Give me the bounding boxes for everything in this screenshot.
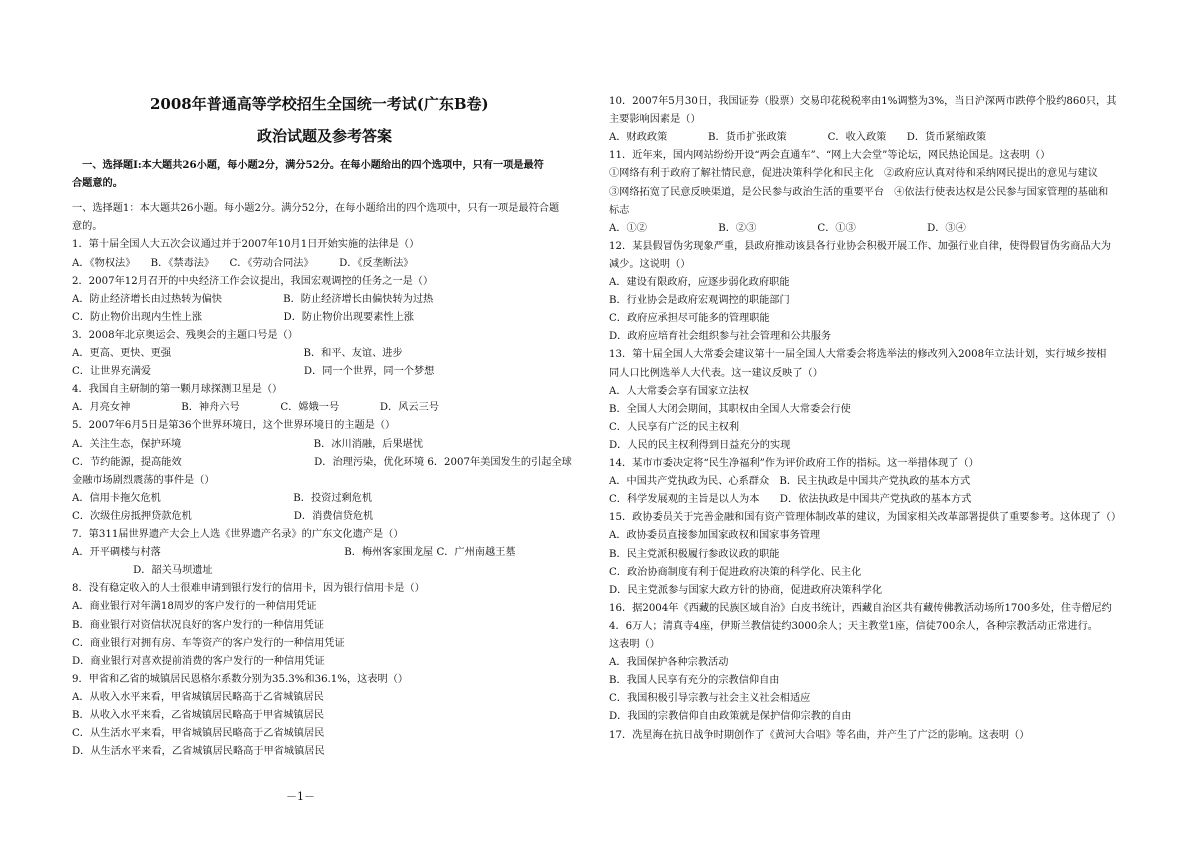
text-line: C．人民享有广泛的民主权利 xyxy=(609,421,740,433)
text-line: B．行业协会是政府宏观调控的职能部门 xyxy=(609,295,790,307)
text-line: 标志 xyxy=(609,204,630,216)
text-line: A．关注生态，保护环境 B．冰川消融，后果堪忧 xyxy=(72,438,424,450)
text-line: A．开平碉楼与村落 B．梅州客家围龙屋 C．广州南越王墓 xyxy=(72,547,516,559)
text-line: 意的。 xyxy=(72,221,103,233)
text-line: A．财政政策 B．货币扩张政策 C．收入政策 D．货币紧缩政策 xyxy=(609,132,987,144)
text-line: 7．第311届世界遗产大会上人选《世界遗产名录》的广东文化遗产是（） xyxy=(72,529,404,540)
text-line: 4．我国自主研制的第一颗月球探测卫星是（） xyxy=(72,384,283,396)
text-line: 1．第十届全国人大五次会议通过并于2007年10月1日开始实施的法律是（） xyxy=(72,239,420,251)
text-line: C．节约能源，提高能效 D．治理污染，优化环境 6．2007年美国发生的引起全球 xyxy=(72,456,572,468)
text-line: A．防止经济增长由过热转为偏快 B．防止经济增长由偏快转为过热 xyxy=(72,293,434,305)
text-line: 10．2007年5月30日，我国证券（股票）交易印花税税率由1%调整为3%，当日沪深两市跌停个股约860只，其 xyxy=(609,96,1117,107)
text-line: C．我国积极引导宗教与社会主义社会相适应 xyxy=(609,693,811,705)
text-line: D．政府应培育社会组织参与社会管理和公共服务 xyxy=(609,331,832,343)
text-line: B．全国人大闭会期间，其职权由全国人大常委会行使 xyxy=(609,403,851,415)
text-line: A．我国保护各种宗教活动 xyxy=(609,657,729,669)
text-line: C．科学发展观的主旨是以人为本 D．依法执政是中国共产党执政的基本方式 xyxy=(609,494,972,506)
text-line: 8．没有稳定收入的人士很难申请到银行发行的信用卡，因为银行信用卡是（） xyxy=(72,583,425,595)
text-line: B．我国人民享有充分的宗教信仰自由 xyxy=(609,675,780,687)
text-line: 同人口比例选举人大代表。这一建议反映了（） xyxy=(609,367,823,379)
text-line: C．政府应承担尽可能多的管理职能 xyxy=(609,313,770,325)
text-line: C．政治协商制度有利于促进政府决策的科学化、民主化 xyxy=(609,566,862,578)
text-line: 12．某县假冒伪劣现象严重，县政府推动该县各行业协会积极开展工作、加强行业自律，使得假冒伪劣商品大为 xyxy=(609,240,1111,252)
text-line: 2．2007年12月召开的中央经济工作会议提出，我国宏观调控的任务之一是（） xyxy=(72,275,434,287)
text-line: D．韶关马坝遗址 xyxy=(72,565,213,577)
page-number: －1－ xyxy=(286,790,315,803)
text-line: B．从收入水平来看，乙省城镇居民略高于甲省城镇居民 xyxy=(72,710,324,721)
text-line: 合题意的。 xyxy=(72,177,123,190)
text-line: ①网络有利于政府了解社情民意，促进决策科学化和民主化 ②政府应认真对待和采纳网民提出的意见与建议 xyxy=(609,168,1098,180)
page-title: 2008年普通高等学校招生全国统一考试(广东B卷) xyxy=(150,95,489,113)
text-line: A．①② B．②③ C．①③ D．③④ xyxy=(609,222,966,234)
text-line: 15．政协委员关于完善金融和国有资产管理体制改革的建议，为国家相关改革部署提供了重要参考。这体现了（） xyxy=(609,512,1122,524)
text-line: 4．6万人；清真寺4座，伊斯兰教信徒约3000余人；天主教堂1座，信徒700余人，各种宗教活动正常进行。 xyxy=(609,620,1098,632)
text-line: B．民主党派积极履行参政议政的职能 xyxy=(609,548,780,560)
text-line: 14．某市市委决定将“民生净福利”作为评价政府工作的指标。这一举措体现了（） xyxy=(609,458,979,469)
text-line: 一、选择题1：本大题共26小题。每小题2分。满分52分，在每小题给出的四个选项中，只有一项是最符合题 xyxy=(72,203,560,215)
text-line: A．信用卡拖欠危机 B．投资过剩危机 xyxy=(72,492,373,504)
page-subtitle: 政治试题及参考答案 xyxy=(257,127,393,145)
text-line: A．更高、更快、更强 B．和平、友谊、进步 xyxy=(72,348,403,359)
text-line: C．防止物价出现内生性上涨 D．防止物价出现要素性上涨 xyxy=(72,311,414,323)
text-line: D．人民的民主权利得到日益充分的实现 xyxy=(609,439,791,451)
text-line: ③网络拓宽了民意反映渠道，是公民参与政治生活的重要平台 ④依法行使表达权是公民参与国家管理的基础和 xyxy=(609,186,1109,198)
text-line: 一、选择题Ⅰ:本大题共26小题，每小题2分，满分52分。在每小题给出的四个选项中，只有一项是最符 xyxy=(72,159,544,171)
text-line: 16．据2004年《西藏的民族区域自治》白皮书统计，西藏自治区共有藏传佛教活动场所1700多处，住寺僧尼约 xyxy=(609,602,1112,614)
text-line: C．商业银行对拥有房、车等资产的客户发行的一种信用凭证 xyxy=(72,637,345,649)
text-line: A．月亮女神 B．神舟六号 C．嫦娥一号 D．风云三号 xyxy=(72,402,439,414)
text-line: A．从收入水平来看，甲省城镇居民略高于乙省城镇居民 xyxy=(72,691,324,703)
text-line: 13．第十届全国人大常委会建议第十一届全国人大常委会将选举法的修改列入2008年立法计划，实行城乡按相 xyxy=(609,349,1107,361)
text-line: B．商业银行对资信状况良好的客户发行的一种信用凭证 xyxy=(72,619,324,631)
text-line: 11．近年来，国内网站纷纷开设“两会直通车”、“网上大会堂”等论坛，网民热论国是。这表明（） xyxy=(609,150,1051,162)
text-line: D．从生活水平来看，乙省城镇居民略高于甲省城镇居民 xyxy=(72,746,325,758)
text-line: A．《物权法》 B．《禁毒法》 C．《劳动合同法》 D．《反垄断法》 xyxy=(72,257,414,269)
text-line: A．人大常委会享有国家立法权 xyxy=(609,385,749,397)
text-line: 减少。这说明（） xyxy=(609,258,691,270)
text-line: 17．冼星海在抗日战争时期创作了《黄河大合唱》等名曲，并产生了广泛的影响。这表明（） xyxy=(609,729,1030,741)
text-line: C．次级住房抵押贷款危机 D．消费信贷危机 xyxy=(72,510,374,522)
text-line: D．商业银行对喜欢提前消费的客户发行的一种信用凭证 xyxy=(72,655,325,667)
text-line: C．从生活水平来看，甲省城镇居民略高于乙省城镇居民 xyxy=(72,728,325,740)
text-line: D．民主党派参与国家大政方针的协商，促进政府决策科学化 xyxy=(609,584,883,596)
text-line: D．我国的宗教信仰自由政策就是保护信仰宗教的自由 xyxy=(609,711,852,723)
text-line: 5．2007年6月5日是第36个世界环境日，这个世界环境日的主题是（） xyxy=(72,420,396,432)
text-line: C．让世界充满爱 D．同一个世界，同一个梦想 xyxy=(72,366,435,378)
text-line: 金融市场剧烈震荡的事件是（） xyxy=(72,474,215,486)
text-line: A．商业银行对年满18周岁的客户发行的一种信用凭证 xyxy=(72,601,317,613)
text-line: 3．2008年北京奥运会、残奥会的主题口号是（） xyxy=(72,329,298,341)
text-line: A．建设有限政府，应逐步弱化政府职能 xyxy=(609,277,790,288)
text-line: 主要影响因素是（） xyxy=(609,114,701,126)
text-line: A．中国共产党执政为民、心系群众 B．民主执政是中国共产党执政的基本方式 xyxy=(609,476,971,488)
text-line: 9．甲省和乙省的城镇居民恩格尔系数分别为35.3%和36.1%，这表明（） xyxy=(72,673,409,685)
text-line: 这表明（） xyxy=(609,639,660,650)
text-line: A．政协委员直接参加国家政权和国家事务管理 xyxy=(609,530,821,542)
